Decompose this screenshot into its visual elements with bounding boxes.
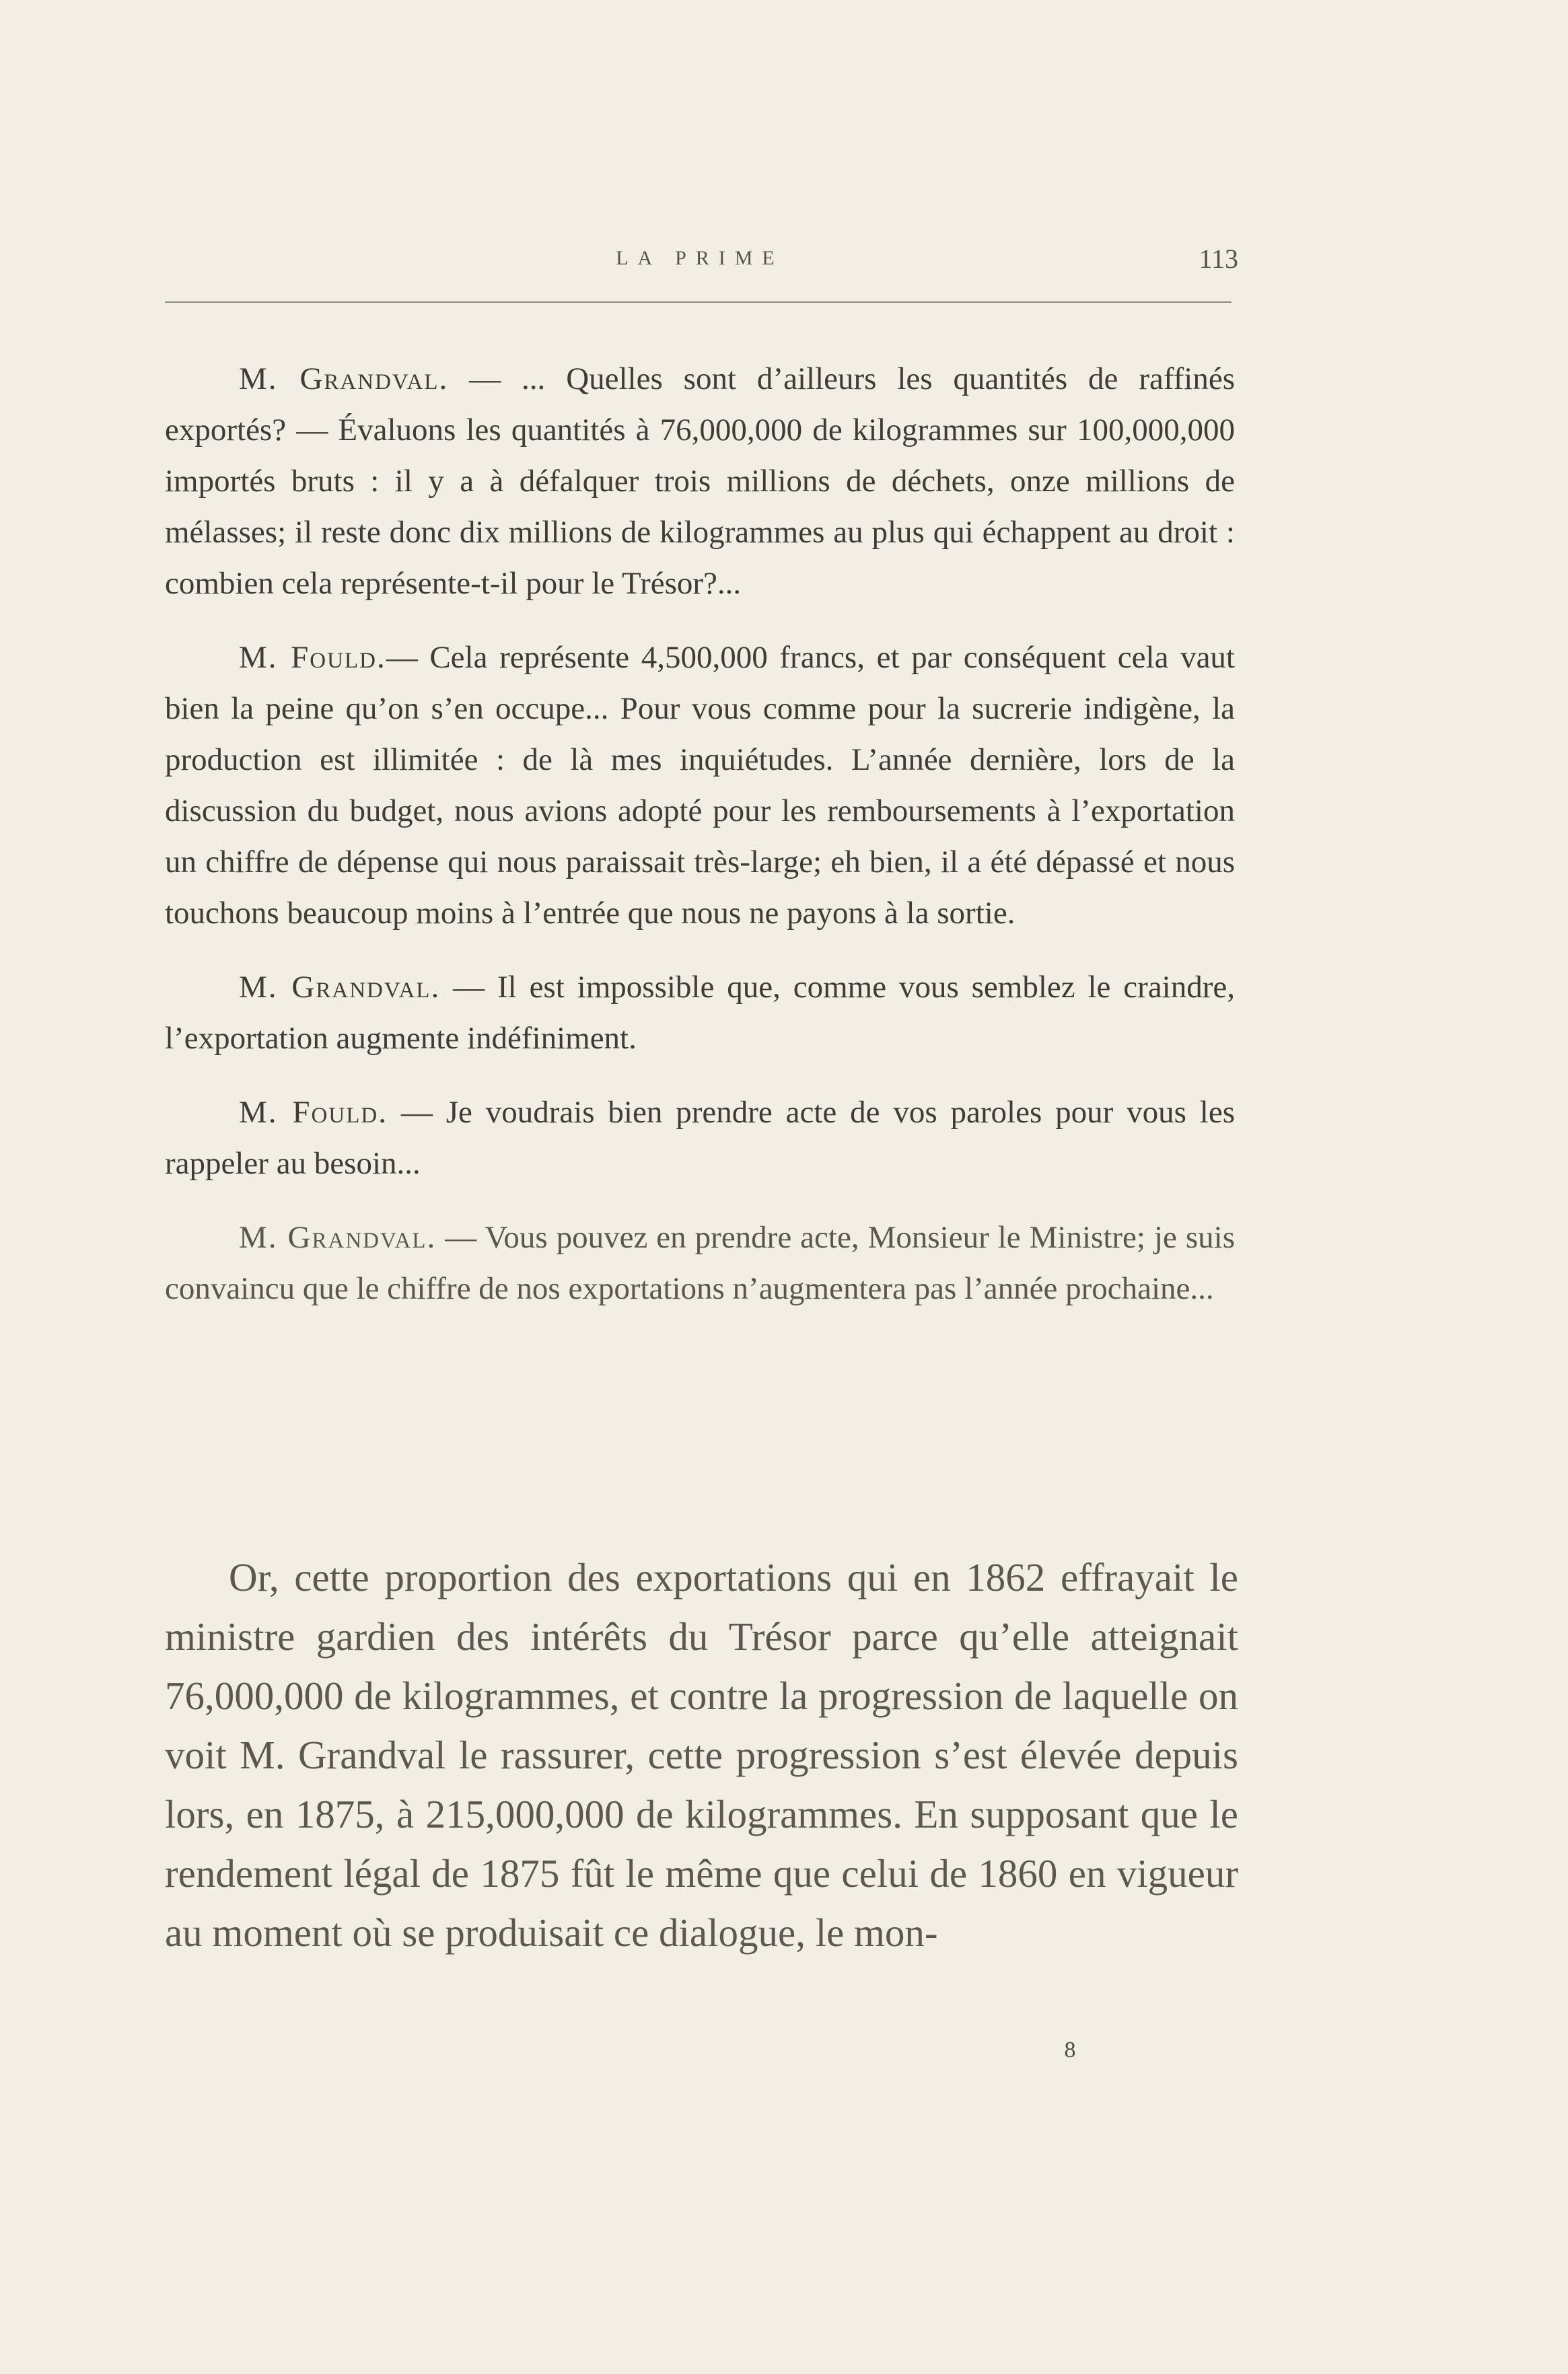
header-rule (165, 301, 1232, 303)
speech-text: — Vous pouvez en prendre acte, Monsieur le Ministre; je suis convaincu que le chiffre de nos exportations n’augmentera pas l’année prochaine... (165, 1220, 1235, 1306)
dialogue-quotation (165, 353, 1235, 1337)
speech-text: — Il est impossible que, comme vous semblez le craindre, l’exportation augmente indéfiniment. (165, 970, 1236, 1056)
body-paragraph: Or, cette proportion des exportations qui en 1862 effrayait le ministre gardien des intérêts du Trésor parce qu’elle atteignait 76,000,000 de kilogrammes, et contre la progression de laquelle on voit M. Grandval le rassurer, cette progression s’est élevée depuis lors, en 1875, à 215,000,000 de kilogrammes. En supposant que le rendement légal de 1875 fût le même que celui de 1860 en vigueur au moment où se produisait ce dialogue, le mon- (165, 1555, 1238, 1955)
speech-text: — Je voudrais bien prendre acte de vos paroles pour vous les rappeler au besoin... (165, 1095, 1235, 1181)
signature-mark: 8 (1064, 2038, 1076, 2062)
running-head (162, 239, 1238, 279)
dialogue-entry (165, 353, 1235, 609)
speaker-name: M. Fould. (239, 1095, 388, 1130)
speaker-name: M. Grandval. (239, 361, 449, 396)
speech-text: — ... Quelles sont d’ailleurs les quantités de raffinés exportés? — Évaluons les quantités à 76,000,000 de kilogrammes sur 100,000,000 importés bruts : il y a à défalquer trois millions de déchets, onze millions de mélasses; il reste donc dix millions de kilogrammes au plus qui échappent au droit : combien cela représente-t-il pour le Trésor?... (165, 361, 1235, 601)
speaker-name: M. Grandval. (239, 1220, 437, 1255)
dialogue-entry (165, 632, 1235, 939)
speaker-name: M. Fould. (239, 640, 386, 675)
dialogue-entry (165, 1212, 1235, 1314)
dialogue-entry (165, 1087, 1235, 1189)
speaker-name: M. Grandval. (239, 970, 441, 1005)
dialogue-entry (165, 962, 1235, 1064)
running-title: LA PRIME (616, 247, 784, 269)
page-number: 113 (1199, 244, 1238, 274)
speech-text: — Cela représente 4,500,000 francs, et par conséquent cela vaut bien la peine qu’on s’en occupe... Pour vous comme pour la sucrerie indigène, la production est illimitée : de là mes inquiétudes. L’année dernière, lors de la discussion du budget, nous avions adopté pour les remboursements à l’exportation un chiffre de dépense qui nous paraissait très-large; eh bien, il a été dépassé et nous touchons beaucoup moins à l’entrée que nous ne payons à la sortie. (165, 640, 1235, 931)
